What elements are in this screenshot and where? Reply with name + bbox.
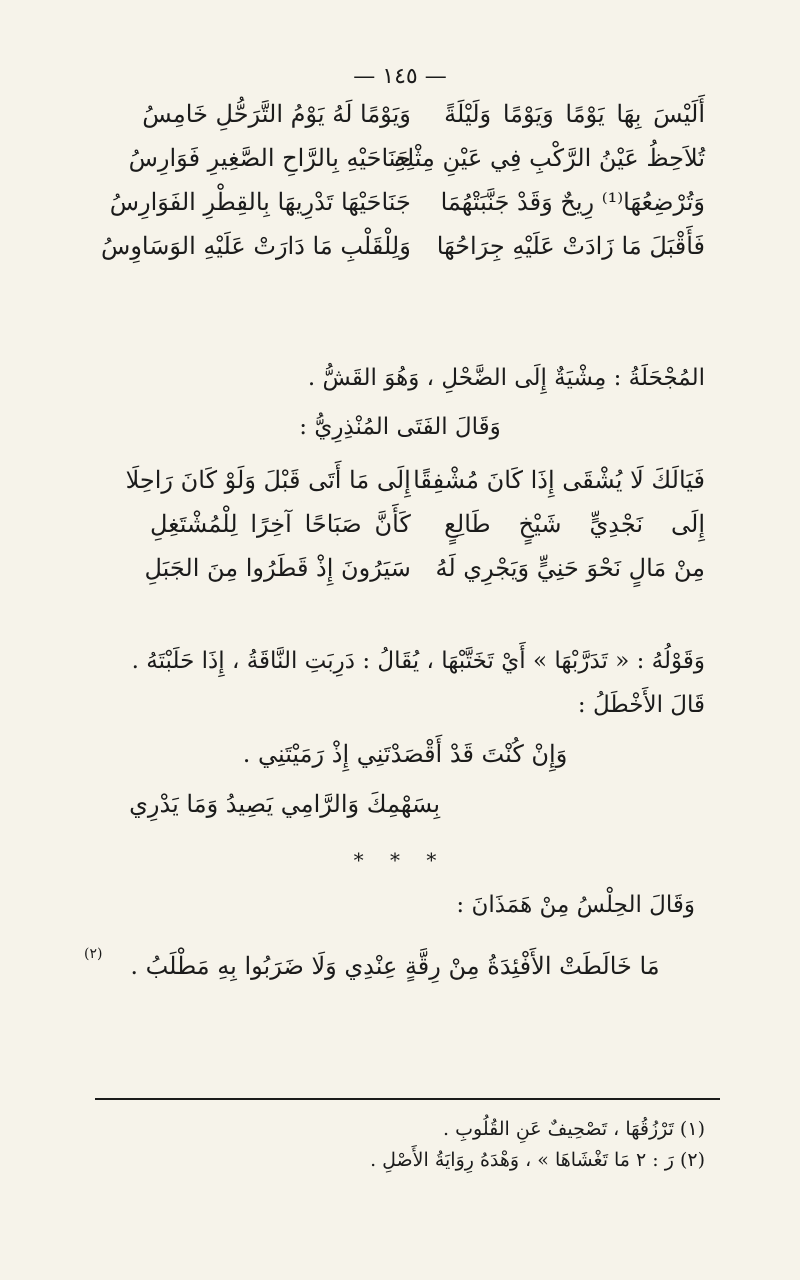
single-verse-line: مَا خَالَطَتْ الأَفْئِدَةُ مِنْ رِقَّةٍ عِنْدِي وَلَا ضَرَبُوا بِهِ مَطْلَبُ .: [130, 952, 660, 980]
poet-attribution: قَالَ الأَخْطَلُ :: [577, 692, 705, 718]
second-hemistich: كَأَنَّ صَبَاحًا آخِرًا لِلْمُشْتَغِلِ: [150, 510, 411, 538]
second-hemistich: جَنَاحَيْهَا تَدْرِيهَا بِالقِطْرِ الفَوَارِسُ: [109, 188, 411, 216]
first-hemistich: أَلَيْسَ بِهَا يَوْمًا وَيَوْمًا وَلَيْلَةً: [444, 100, 705, 128]
second-hemistich: وَلِلْقَلْبِ مَا دَارَتْ عَلَيْهِ الوَسَاوِسُ: [101, 232, 411, 260]
gloss-paragraph: المُجْحَلَةُ : مِشْيَةٌ إِلَى الضَّحْلِ ، وَهُوَ القَشُّ .: [307, 365, 705, 391]
verse-line: [109, 188, 705, 232]
verse-line: [150, 510, 705, 554]
footnote: (١) تَرْزُقُهَا ، تَصْحِيفٌ عَنِ القُلُوبِ .: [443, 1118, 705, 1140]
poem-2: [125, 466, 705, 598]
second-hemistich: سَيَرُونَ إِذْ قَطَرُوا مِنَ الجَبَلِ: [144, 554, 411, 582]
first-hemistich: تُلاَحِظُ عَيْنُ الرَّكْبِ فِي عَيْنِ مِثْلِهِ: [393, 144, 705, 172]
verse-line: [142, 100, 705, 144]
footnote-divider: [95, 1098, 720, 1100]
gloss-paragraph: وَقَوْلُهُ : « تَدَرَّبْهَا » أَيْ تَخَتَّبْهَا ، يُقَالُ : دَرِبَتِ النَّاقَةُ ، إِذَا حَلَبْتَهُ .: [131, 648, 705, 674]
poet-attribution: وَقَالَ الحِلْسُ مِنْ هَمَذَانَ :: [456, 892, 695, 918]
poet-attribution: وَقَالَ الفَتَى المُنْذِرِيُّ :: [299, 414, 501, 440]
section-separator: * * *: [353, 848, 447, 872]
first-hemistich: وَتُرْضِعُهَا⁽¹⁾ رِيحٌ وَقَدْ جَنَّبَتْهُمَا: [440, 188, 705, 216]
second-hemistich: جَنَاحَيْهِ بِالرَّاحِ الصَّغِيرِ فَوَارِسُ: [128, 144, 411, 172]
second-hemistich: إِلَى مَا أَتَى قَبْلَ وَلَوْ كَانَ رَاحِلَا: [125, 466, 411, 494]
single-verse-line: بِسَهْمِكَ وَالرَّامِي يَصِيدُ وَمَا يَدْرِي: [129, 790, 440, 818]
footnote-marker: (٢): [84, 946, 103, 962]
poem-1: [101, 100, 705, 276]
first-hemistich: فَأَقْبَلَ مَا زَادَتْ عَلَيْهِ جِرَاحُهَا: [436, 232, 705, 260]
second-hemistich: وَيَوْمًا لَهُ يَوْمُ التَّرَحُّلِ خَامِسُ: [142, 100, 411, 128]
verse-line: [128, 144, 705, 188]
first-hemistich: فَيَالَكَ لَا يُشْقَى إِذَا كَانَ مُشْفِقًا: [413, 466, 705, 494]
footnote: (٢) رَ : ٢ مَا تَغْشَاهَا » ، وَهْدَهُ رِوَايَةُ الأَصْلِ .: [370, 1149, 705, 1171]
page-number: — ١٤٥ —: [353, 64, 447, 89]
single-verse-line: وَإِنْ كُنْتَ قَدْ أَقْصَدْتَنِي إِذْ رَمَيْتَنِي .: [242, 740, 568, 768]
first-hemistich: إِلَى نَجْدِيٍّ شَيْخٍ طَالِعٍ: [444, 510, 705, 538]
first-hemistich: مِنْ مَالٍ نَحْوَ حَنِيٍّ وَيَجْرِي لَهُ: [435, 554, 705, 582]
verse-line: [144, 554, 705, 598]
verse-line: [101, 232, 705, 276]
verse-line: [125, 466, 705, 510]
